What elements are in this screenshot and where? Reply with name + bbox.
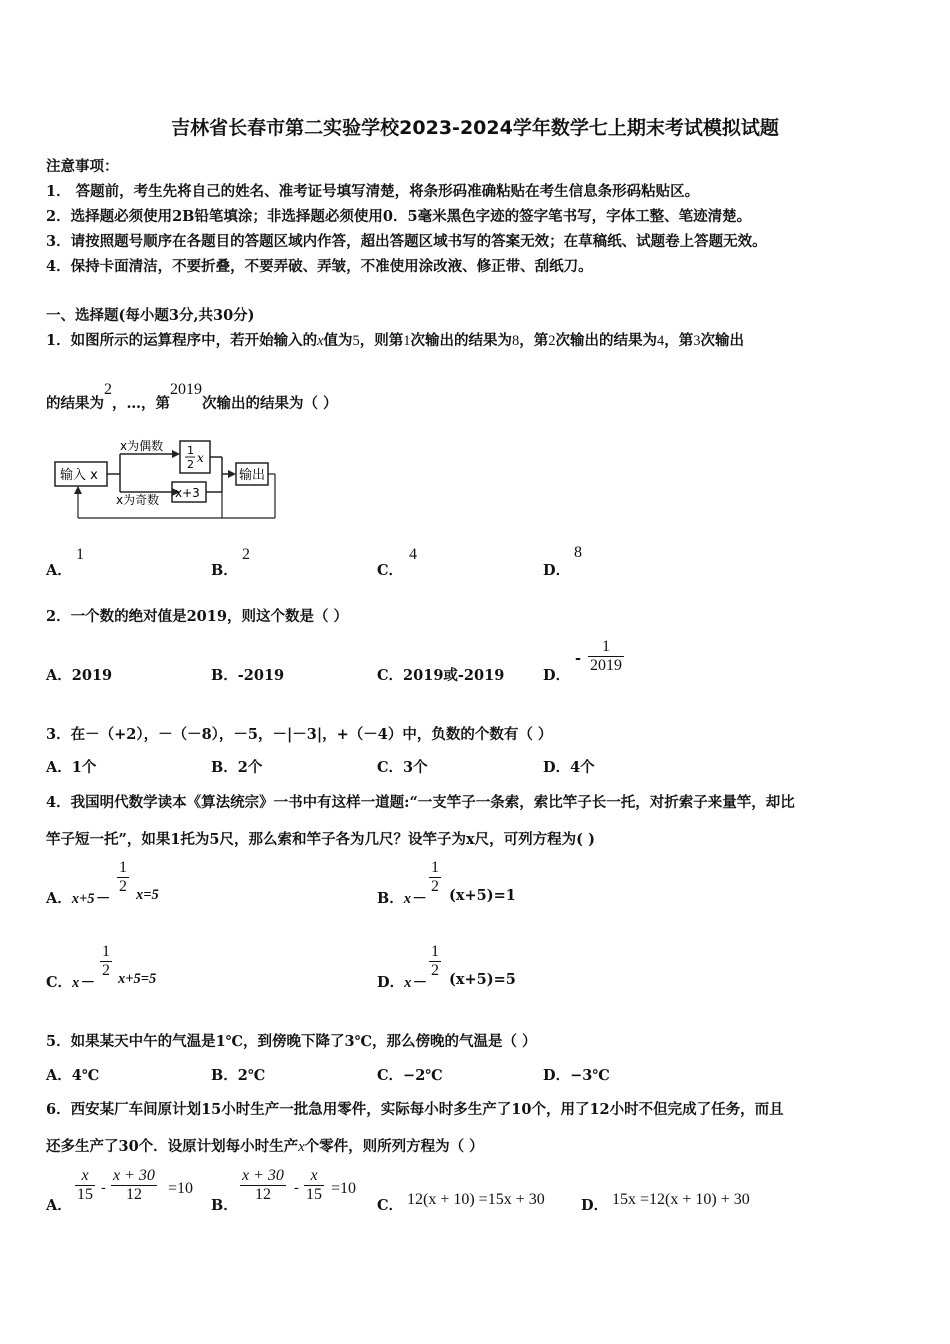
numerator: 1	[431, 859, 439, 876]
input-label: 输入 x	[60, 468, 98, 483]
option-d	[377, 971, 426, 992]
option-label: C．	[377, 562, 404, 579]
note-item: 4．保持卡面清洁，不要折叠，不要弄破、弄皱，不准使用涂改液、修正带、刮纸刀。	[46, 258, 593, 275]
numerator: x + 30	[113, 1167, 155, 1184]
option-label: C．	[377, 667, 404, 684]
option-label: D．	[543, 562, 571, 579]
denominator: 12	[111, 1185, 157, 1204]
denominator: 2	[102, 962, 110, 979]
question-1-line-2	[46, 381, 338, 413]
option-value: −2℃	[403, 1067, 443, 1084]
option-c	[377, 1064, 443, 1085]
denominator: 15	[77, 1186, 93, 1203]
expr-part: x=5	[136, 887, 159, 903]
numerator: x	[81, 1167, 89, 1184]
q1-text: 次输出	[700, 332, 745, 349]
question-4-line-1: 4．我国明代数学读本《算法统宗》一书中有这样一道题:“一支竿子一条索，索比竿子长一托，对折索子来量竿，却比	[46, 794, 795, 811]
minus-sign: -	[575, 650, 582, 667]
half-numerator: 1	[187, 444, 194, 457]
option-a	[46, 1064, 99, 1085]
numerator: 1	[102, 943, 110, 960]
option-value: 1	[76, 546, 84, 563]
option-label: D．	[581, 1197, 609, 1214]
fraction	[429, 859, 441, 896]
fraction	[304, 1167, 324, 1204]
option-b	[211, 664, 284, 685]
option-value: 1个	[71, 759, 97, 776]
half-denominator: 2	[187, 458, 194, 471]
q1-text: ，…，第	[112, 395, 170, 412]
option-label: A．	[46, 1067, 72, 1084]
plus3-label: x+3	[175, 486, 200, 500]
fraction	[100, 943, 112, 980]
denominator: 12	[240, 1185, 286, 1204]
q1-text: 次输出的结果为	[410, 332, 513, 349]
option-value: 4℃	[71, 1067, 100, 1084]
option-expression: 15x =12(x + 10) + 30	[612, 1191, 750, 1208]
note-item: 1． 答题前，考生先将自己的姓名、准考证号填写清楚，将条形码准确粘贴在考生信息条形码粘贴区。	[46, 183, 700, 200]
rhs: =10	[168, 1180, 194, 1197]
option-label: A．	[46, 562, 72, 579]
option-b	[377, 887, 426, 908]
option-label: A．	[46, 667, 72, 684]
var-x: x	[298, 1139, 305, 1155]
option-value: 2019或-2019	[403, 667, 505, 684]
denominator: 2019	[590, 657, 622, 674]
numerator: x + 30	[242, 1167, 284, 1184]
operator: -	[101, 1180, 106, 1196]
section-heading: 一、选择题(每小题3分,共30分)	[46, 307, 255, 324]
arrow-icon	[74, 486, 82, 494]
expr-part: x－	[72, 975, 94, 991]
option-label: C．	[377, 1197, 404, 1214]
option-label: D．	[543, 1067, 571, 1084]
option-value: 2019	[71, 667, 113, 684]
expr-part: x－	[403, 891, 426, 907]
q1-value: 4	[657, 333, 665, 349]
option-label: A．	[46, 890, 72, 907]
option-label: D．	[543, 759, 571, 776]
expr-part: (x+5)=5	[449, 971, 516, 988]
denominator: 2	[431, 878, 439, 895]
option-d	[543, 756, 595, 777]
option-a	[46, 664, 112, 685]
q1-value: 1	[403, 333, 411, 349]
option-expression: 12(x + 10) =15x + 30	[407, 1191, 545, 1208]
q1-value: 3	[693, 333, 701, 349]
var-x: x	[317, 333, 324, 349]
option-c	[377, 756, 428, 777]
page-title: 吉林省长春市第二实验学校2023-2024学年数学七上期末考试模拟试题	[171, 117, 779, 139]
option-value: 2℃	[237, 1067, 266, 1084]
q1-value: 2	[104, 381, 112, 398]
expr-part: x+5－	[71, 891, 110, 907]
option-label: B．	[211, 1197, 238, 1214]
option-b	[211, 756, 262, 777]
option-label: C．	[377, 1067, 404, 1084]
question-1-line-1	[46, 329, 744, 350]
option-d	[543, 664, 570, 685]
fraction	[240, 1167, 286, 1204]
question-2: 2．一个数的绝对值是2019，则这个数是（ ）	[46, 608, 348, 625]
rhs: =10	[331, 1180, 357, 1197]
option-label: D．	[377, 974, 405, 991]
option-c	[377, 664, 504, 685]
denominator: 2	[431, 962, 439, 979]
numerator: 1	[602, 638, 610, 655]
expr-part: x+5=5	[118, 971, 157, 987]
fraction	[588, 638, 624, 675]
q1-text: ，则第	[359, 332, 404, 349]
q1-text: 次输出的结果为	[555, 332, 658, 349]
q1-text: ，第	[519, 332, 549, 349]
q1-text: 的结果为	[46, 395, 104, 412]
option-value: 4个	[570, 759, 595, 776]
option-label: B．	[211, 667, 238, 684]
q1-value: 8	[512, 333, 520, 349]
numerator: 1	[431, 943, 439, 960]
operator: -	[294, 1180, 299, 1196]
expr-part: x－	[404, 975, 426, 991]
fraction	[429, 943, 441, 980]
option-value: 3个	[403, 759, 428, 776]
option-label: B．	[211, 562, 238, 579]
q6-text: 个零件，则所列方程为（ ）	[304, 1138, 484, 1155]
option-a	[46, 887, 109, 908]
question-3: 3．在－（+2），－（－8），－5，－|－3|，+（－4）中，负数的个数有（ ）	[46, 726, 553, 743]
half-variable: x	[197, 451, 204, 465]
odd-label: x为奇数	[116, 493, 160, 507]
option-label: A．	[46, 1197, 72, 1214]
option-value: 8	[574, 544, 582, 561]
option-value: −3℃	[570, 1067, 610, 1084]
option-label: B．	[377, 890, 404, 907]
option-c	[46, 971, 94, 992]
option-value: 4	[409, 546, 417, 563]
q1-value: 2	[548, 333, 556, 349]
option-label: C．	[46, 974, 73, 991]
option-label: B．	[211, 759, 238, 776]
expr-part: (x+5)=1	[449, 887, 516, 904]
program-flowchart	[50, 436, 280, 522]
q1-text: ，第	[664, 332, 694, 349]
q6-text: 还多生产了30个．设原计划每小时生产	[46, 1138, 299, 1155]
option-value: 2	[242, 546, 250, 563]
option-label: C．	[377, 759, 404, 776]
fraction	[117, 859, 129, 896]
question-6-line-1: 6．西安某厂车间原计划15小时生产一批急用零件，实际每小时多生产了10个，用了12小时不但完成了任务，而且	[46, 1101, 784, 1118]
q1-value: 5	[352, 333, 360, 349]
note-item: 3．请按照题号顺序在各题目的答题区域内作答，超出答题区域书写的答案无效；在草稿纸、试题卷上答题无效。	[46, 233, 767, 250]
q1-value: 2019	[170, 381, 202, 398]
fraction	[75, 1167, 95, 1204]
even-label: x为偶数	[120, 439, 164, 453]
output-label: 输出	[239, 468, 266, 483]
numerator: x	[310, 1167, 318, 1184]
option-b	[211, 1064, 265, 1085]
option-value: -2019	[237, 667, 285, 684]
q1-text: 值为	[323, 332, 353, 349]
fraction	[111, 1167, 157, 1204]
numerator: 1	[119, 859, 127, 876]
notes-heading: 注意事项：	[46, 158, 119, 175]
option-label: B．	[211, 1067, 238, 1084]
arrow-icon	[172, 450, 180, 458]
denominator: 2	[119, 878, 127, 895]
question-5: 5．如果某天中午的气温是1℃，到傍晚下降了3℃，那么傍晚的气温是（ ）	[46, 1033, 537, 1050]
option-d	[543, 1064, 610, 1085]
question-4-line-2: 竿子短一托”，如果1托为5尺，那么索和竿子各为几尺？设竿子为x尺，可列方程为( )	[46, 831, 595, 848]
q1-text: 次输出的结果为（ ）	[202, 395, 338, 412]
q1-text: 1．如图所示的运算程序中，若开始输入的	[46, 332, 318, 349]
arrow-icon	[228, 470, 236, 478]
question-6-line-2	[46, 1135, 484, 1156]
option-value: 2个	[237, 759, 263, 776]
option-label: D．	[543, 667, 571, 684]
denominator: 15	[306, 1186, 322, 1203]
note-item: 2．选择题必须使用2B铅笔填涂；非选择题必须使用0．5毫米黑色字迹的签字笔书写，字体工整、笔迹清楚。	[46, 208, 752, 225]
option-a	[46, 756, 96, 777]
option-label: A．	[46, 759, 72, 776]
